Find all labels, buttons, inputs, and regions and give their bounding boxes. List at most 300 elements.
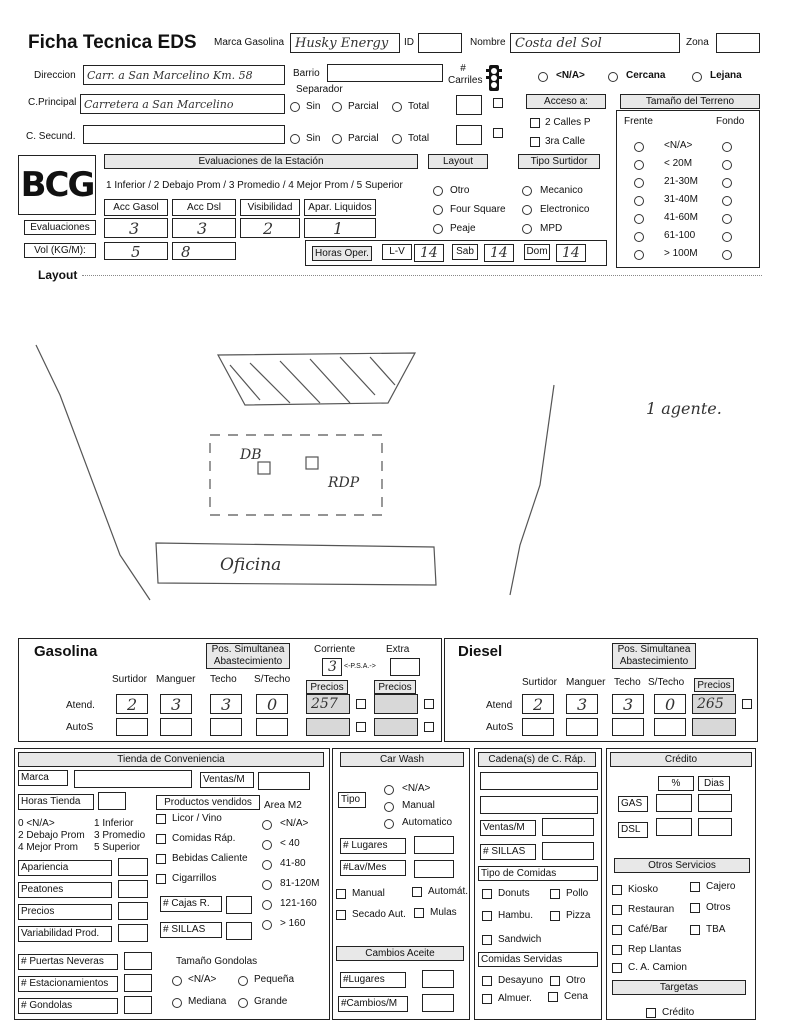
dom-field[interactable] [556,244,586,262]
producto-check[interactable] [156,834,166,844]
sab-value: 14 [490,245,508,261]
cw-lugares-label: # Lugares [340,838,406,854]
repllantas-check[interactable] [612,945,622,955]
kiosko-label: Kiosko [628,884,659,895]
tienda-marca-field[interactable] [74,770,192,788]
layout-foursquare-label: Four Square [450,204,506,215]
form-title: Ficha Tecnica EDS [28,32,197,53]
cadena-name2-field[interactable] [480,796,598,814]
acceso-2calles-check[interactable] [530,118,540,128]
estac-field[interactable] [124,974,152,992]
frente-radio[interactable] [634,196,644,206]
cw-manual-check[interactable] [336,889,346,899]
surtidor-electronico-radio[interactable] [522,205,532,215]
separador-label: Separador [296,84,343,95]
almuer-check[interactable] [482,994,492,1004]
scale-4: 4 Mejor Prom [18,842,79,853]
tienda-rating-label: Precios [18,904,112,920]
surtidor-electronico-label: Electronico [540,204,590,215]
frente-radio[interactable] [634,142,644,152]
g-atend-stecho[interactable] [256,694,288,714]
barrio-field[interactable] [327,64,443,82]
vol-gasol-field[interactable] [104,242,168,260]
almuer-label: Almuer. [498,993,532,1004]
hambu-label: Hambu. [498,910,534,921]
layout-sketch [0,285,792,635]
sep2-parcial-label: Parcial [348,133,379,144]
producto-check[interactable] [156,854,166,864]
credito-card-label: Crédito [662,1007,695,1018]
eval-acc-gasol-field[interactable] [104,218,168,238]
tam-gondolas-title: Tamaño Gondolas [176,956,258,967]
g-col-stecho: S/Techo [254,674,291,685]
acceso-title: Acceso a: [526,94,606,109]
evaluaciones-title: Evaluaciones de la Estación [104,154,418,169]
marca-field[interactable] [290,33,400,53]
d-atend-manguer[interactable] [566,694,598,714]
terreno-option-label: <N/A> [664,140,693,151]
tg-pequena-radio[interactable] [238,976,248,986]
cajas-label: # Cajas R. [160,896,222,912]
direccion-label: Direccion [34,70,76,81]
area-label: > 160 [280,918,306,929]
sep1-parcial-radio[interactable] [332,102,342,112]
gondolas-field[interactable] [124,996,152,1014]
d-atend-techo-value: 3 [623,695,634,714]
puertas-field[interactable] [124,952,152,970]
cw-lavmes-label: #Lav/Mes [340,860,406,876]
sep2-sin-radio[interactable] [290,134,300,144]
lejana-radio[interactable] [692,72,702,82]
layout-peaje-radio[interactable] [433,224,443,234]
vol-dsl-value: 8 [181,243,191,261]
cadena-ventas-label: Ventas/M [480,820,536,836]
cw-auto-label: Automatico [402,817,453,828]
cw-manual-radio[interactable] [384,802,394,812]
cw-manual-label: Manual [402,800,435,811]
hambu-check[interactable] [482,911,492,921]
g-atend-techo-value: 3 [221,695,232,714]
fondo-radio[interactable] [722,232,732,242]
g-autos-corriente-check[interactable] [356,722,366,732]
g-autos-precio-corriente[interactable] [306,718,350,736]
dom-label: Dom [524,244,550,260]
cw-na-label: <N/A> [402,783,431,794]
d-autos-surtidor[interactable] [522,718,554,736]
marca-value: Husky Energy [295,36,389,51]
g-precios-corriente-label: Precios [306,680,348,694]
layout-otro-label: Otro [450,185,470,196]
vol-dsl-field[interactable] [172,242,236,260]
frente-radio[interactable] [634,232,644,242]
zona-field[interactable] [716,33,760,53]
surtidor-title: Tipo Surtidor [518,154,600,169]
carwash-title: Car Wash [340,752,464,767]
sandwich-check[interactable] [482,935,492,945]
barrio-label: Barrio [293,68,320,79]
g-atend-techo[interactable] [210,694,242,714]
fondo-radio[interactable] [722,196,732,206]
d-col-manguer: Manguer [566,677,606,688]
cw-mulas-check[interactable] [414,908,424,918]
sandwich-label: Sandwich [498,934,542,945]
fondo-label: Fondo [716,116,745,127]
credito-dias-label: Dias [698,776,730,791]
area-label: 41-80 [280,858,306,869]
dom-value: 14 [562,245,580,261]
cadena-ventas-field[interactable] [542,818,594,836]
layout-peaje-label: Peaje [450,223,476,234]
tienda-horas-field[interactable] [98,792,126,810]
g-precio-corriente-value: 257 [311,696,338,712]
zona-label: Zona [686,37,709,48]
otro-comida-label: Otro [566,975,586,986]
tienda-marca-label: Marca [18,770,68,786]
sab-field[interactable] [484,244,514,262]
comidas-servidas-title: Comidas Servidas [478,952,598,967]
tienda-sillas-field[interactable] [226,922,252,940]
corriente-label: Corriente [314,644,356,655]
g-autos-precio-extra[interactable] [374,718,418,736]
layout-title: Layout [428,154,488,169]
puertas-label: # Puertas Neveras [18,954,118,970]
cw-lavmes-field[interactable] [414,860,454,878]
sep1-parcial-label: Parcial [348,101,379,112]
acceso-3racalle-check[interactable] [530,137,540,147]
d-col-stecho: S/Techo [648,677,685,688]
tienda-horas-label: Horas Tienda [18,794,94,810]
cw-lugares-field[interactable] [414,836,454,854]
otros-servicios-title: Otros Servicios [614,858,750,873]
credito-title: Crédito [610,752,752,767]
sep1-sin-label: Sin [306,101,321,112]
producto-check[interactable] [156,874,166,884]
d-atend-techo[interactable] [612,694,644,714]
carwash-tipo-label: Tipo [338,792,366,808]
pizza-check[interactable] [550,911,560,921]
surtidor-mpd-label: MPD [540,223,563,234]
nombre-label: Nombre [470,37,506,48]
cafebar-check[interactable] [612,925,622,935]
producto-label: Cigarrillos [172,873,217,884]
carriles-secund-check[interactable] [493,128,503,138]
tienda-ventas-label: Ventas/M [200,772,254,788]
tba-check[interactable] [690,925,700,935]
area-label: 121-160 [280,898,317,909]
cercana-radio[interactable] [608,72,618,82]
cw-auto-radio[interactable] [384,819,394,829]
frente-radio[interactable] [634,178,644,188]
sab-label: Sab [452,244,478,260]
g-col-techo: Techo [210,674,237,685]
area-radio[interactable] [262,840,272,850]
cprincipal-value: Carretera a San Marcelino [84,98,234,111]
sep1-total-radio[interactable] [392,102,402,112]
tienda-rating-field[interactable] [118,858,148,876]
cw-automat-check[interactable] [412,887,422,897]
frente-radio[interactable] [634,250,644,260]
tienda-title: Tienda de Conveniencia [18,752,324,767]
csecund-label: C. Secund. [26,131,76,142]
g-atend-manguer-value: 3 [171,695,182,714]
diesel-title: Diesel [458,643,503,660]
credito-pct-label: % [658,776,694,791]
tg-mediana-radio[interactable] [172,998,182,1008]
extra-field[interactable] [390,658,420,676]
distance-na-radio[interactable] [538,72,548,82]
eval-apar-liquidos-value: 1 [333,219,344,238]
donuts-check[interactable] [482,889,492,899]
layout-otro-radio[interactable] [433,186,443,196]
cacamion-label: C. A. Camion [628,962,687,973]
cw-secado-check[interactable] [336,910,346,920]
d-atend-label: Atend [486,700,513,711]
sketch-divider [82,275,762,276]
area-radio[interactable] [262,860,272,870]
nombre-value: Costa del Sol [515,36,602,51]
producto-label: Comidas Ráp. [172,833,236,844]
d-autos-stecho[interactable] [654,718,686,736]
evaluaciones-scale: 1 Inferior / 2 Debajo Prom / 3 Promedio / 4 Mejor Prom / 5 Superior [106,180,403,191]
fondo-radio[interactable] [722,160,732,170]
credito-dsl-pct[interactable] [656,818,692,836]
frente-radio[interactable] [634,160,644,170]
area-label: <N/A> [280,818,309,829]
credito-gas-label: GAS [618,796,648,812]
scale-3: 3 Promedio [94,830,146,841]
g-atend-surtidor[interactable] [116,694,148,714]
tienda-rating-label: Apariencia [18,860,112,876]
tipo-comidas-title: Tipo de Comidas [478,866,598,881]
cambios-title: Cambios Aceite [336,946,464,961]
d-precio-check[interactable] [742,699,752,709]
g-autos-surtidor[interactable] [116,718,148,736]
cprincipal-label: C.Principal [28,97,77,108]
area-title: Area M2 [264,800,302,811]
credito-card-check[interactable] [646,1008,656,1018]
terreno-option-label: 41-60M [664,212,698,223]
cadena-sillas-label: # SILLAS [480,844,536,860]
nombre-field[interactable] [510,33,680,53]
eval-visibilidad-field[interactable] [240,218,300,238]
g-autos-manguer[interactable] [160,718,192,736]
vol-gasol-value: 5 [131,243,141,261]
lv-field[interactable] [414,244,444,262]
fondo-radio[interactable] [722,142,732,152]
cajero-check[interactable] [690,882,700,892]
restauran-label: Restauran [628,904,675,915]
ca-cambios-field[interactable] [422,994,454,1012]
d-autos-precio[interactable] [692,718,736,736]
frente-label: Frente [624,116,653,127]
tg-grande-label: Grande [254,996,288,1007]
sketch-note: 1 agente. [646,399,722,418]
fondo-radio[interactable] [722,250,732,260]
corriente-value: 3 [328,659,337,675]
fondo-radio[interactable] [722,214,732,224]
tg-mediana-label: Mediana [188,996,227,1007]
donuts-label: Donuts [498,888,530,899]
g-autos-techo[interactable] [210,718,242,736]
d-precios-label: Precios [694,678,734,692]
otro-comida-check[interactable] [550,976,560,986]
sep2-parcial-radio[interactable] [332,134,342,144]
scale-5: 5 Superior [94,842,141,853]
terreno-option-label: 31-40M [664,194,698,205]
csecund-field[interactable] [83,125,285,144]
tba-label: TBA [706,924,726,935]
cacamion-check[interactable] [612,963,622,973]
g-precio-extra-field[interactable] [374,694,418,714]
id-field[interactable] [418,33,462,53]
lejana-label: Lejana [710,70,742,81]
d-atend-surtidor-value: 2 [533,695,544,714]
targetas-title: Targetas [612,980,746,995]
ca-lugares-field[interactable] [422,970,454,988]
area-radio[interactable] [262,900,272,910]
eval-visibilidad-value: 2 [263,219,274,238]
direccion-field[interactable] [83,65,285,85]
cw-automat-check-label: Automát. [428,886,469,897]
sep2-total-label: Total [408,133,430,144]
sep1-total-label: Total [408,101,430,112]
d-atend-stecho-value: 0 [665,695,676,714]
d-autos-manguer[interactable] [566,718,598,736]
surtidor-mecanico-radio[interactable] [522,186,532,196]
corriente-field[interactable] [322,658,342,676]
sep1-sin-radio[interactable] [290,102,300,112]
g-autos-extra-check[interactable] [424,722,434,732]
g-col-manguer: Manguer [156,674,196,685]
d-atend-stecho[interactable] [654,694,686,714]
ca-cambios-label: #Cambios/M [338,996,408,1012]
horas-label: Horas Oper. [312,246,372,261]
cadena-sillas-field[interactable] [542,842,594,860]
cw-na-radio[interactable] [384,785,394,795]
d-col-surtidor: Surtidor [522,677,558,688]
scale-2: 2 Debajo Prom [18,830,85,841]
fondo-radio[interactable] [722,178,732,188]
carriles-label: # Carriles [448,63,483,86]
cafebar-label: Café/Bar [628,924,668,935]
evaluaciones-row-label: Evaluaciones [24,220,96,235]
credito-gas-pct[interactable] [656,794,692,812]
pollo-check[interactable] [550,889,560,899]
tg-pequena-label: Pequeña [254,974,295,985]
g-atend-label: Atend. [66,700,95,711]
tienda-rating-field[interactable] [118,924,148,942]
col-acc-dsl: Acc Dsl [172,199,236,216]
gasolina-title: Gasolina [34,643,98,660]
carriles-principal-check[interactable] [493,98,503,108]
d-autos-techo[interactable] [612,718,644,736]
cena-check[interactable] [548,992,558,1002]
terreno-title: Tamaño del Terreno [620,94,760,109]
restauran-check[interactable] [612,905,622,915]
marca-label: Marca Gasolina [214,37,285,48]
gondolas-label: # Gondolas [18,998,118,1014]
terreno-option-label: < 20M [664,158,693,169]
estac-label: # Estacionamientos [18,976,118,992]
carriles-principal-field[interactable] [456,95,482,115]
tg-na-radio[interactable] [172,976,182,986]
sketch-oficina-label: Oficina [220,555,282,575]
col-apar-liquidos: Apar. Liquidos [304,199,376,216]
terreno-option-label: > 100M [664,248,698,259]
g-precio-corriente-check[interactable] [356,699,366,709]
scale-1: 1 Inferior [94,818,134,829]
col-visibilidad: Visibilidad [240,199,300,216]
id-label: ID [404,37,414,48]
credito-gas-dias[interactable] [698,794,732,812]
eval-acc-dsl-value: 3 [197,219,208,238]
tienda-rating-field[interactable] [118,880,148,898]
otros-check[interactable] [690,903,700,913]
tg-grande-radio[interactable] [238,998,248,1008]
diesel-pos-sim: Pos. Simultanea Abastecimiento [612,643,696,669]
bcg-logo: BCG [18,155,96,215]
g-autos-stecho[interactable] [256,718,288,736]
acceso-2calles-label: 2 Calles P [545,117,591,128]
cajero-label: Cajero [706,881,736,892]
surtidor-mecanico-label: Mecanico [540,185,583,196]
frente-radio[interactable] [634,214,644,224]
desayuno-label: Desayuno [498,975,544,986]
tienda-ventas-field[interactable] [258,772,310,790]
d-precio-field[interactable] [692,694,736,714]
vol-label: Vol (KG/M): [24,243,96,258]
cadena-title: Cadena(s) de C. Ráp. [478,752,596,767]
cadena-name1-field[interactable] [480,772,598,790]
tienda-rating-field[interactable] [118,902,148,920]
area-label: < 40 [280,838,300,849]
credito-dsl-label: DSL [618,822,648,838]
scale-0: 0 <N/A> [18,818,55,829]
d-col-techo: Techo [614,677,641,688]
traffic-light-icon [486,64,502,92]
d-atend-surtidor[interactable] [522,694,554,714]
cajas-field[interactable] [226,896,252,914]
g-precio-corriente-field[interactable] [306,694,350,714]
credito-dsl-dias[interactable] [698,818,732,836]
cw-secado-label: Secado Aut. [352,909,406,920]
sep2-total-radio[interactable] [392,134,402,144]
producto-check[interactable] [156,814,166,824]
cercana-label: Cercana [626,70,666,81]
direccion-value: Carr. a San Marcelino Km. 58 [87,69,253,82]
surtidor-mpd-radio[interactable] [522,224,532,234]
cprincipal-field[interactable] [80,94,285,114]
carriles-secund-field[interactable] [456,125,482,145]
kiosko-check[interactable] [612,885,622,895]
area-radio[interactable] [262,820,272,830]
producto-label: Licor / Vino [172,813,222,824]
g-precio-extra-check[interactable] [424,699,434,709]
d-precio-value: 265 [697,696,724,712]
eval-acc-dsl-field[interactable] [172,218,236,238]
area-radio[interactable] [262,920,272,930]
gasolina-pos-sim: Pos. Simultanea Abastecimiento [206,643,290,669]
g-atend-manguer[interactable] [160,694,192,714]
layout-foursquare-radio[interactable] [433,205,443,215]
acceso-3racalle-label: 3ra Calle [545,136,586,147]
eval-apar-liquidos-field[interactable] [304,218,376,238]
cw-mulas-label: Mulas [430,907,457,918]
desayuno-check[interactable] [482,976,492,986]
g-col-surtidor: Surtidor [112,674,148,685]
terreno-panel [616,110,760,268]
area-radio[interactable] [262,880,272,890]
